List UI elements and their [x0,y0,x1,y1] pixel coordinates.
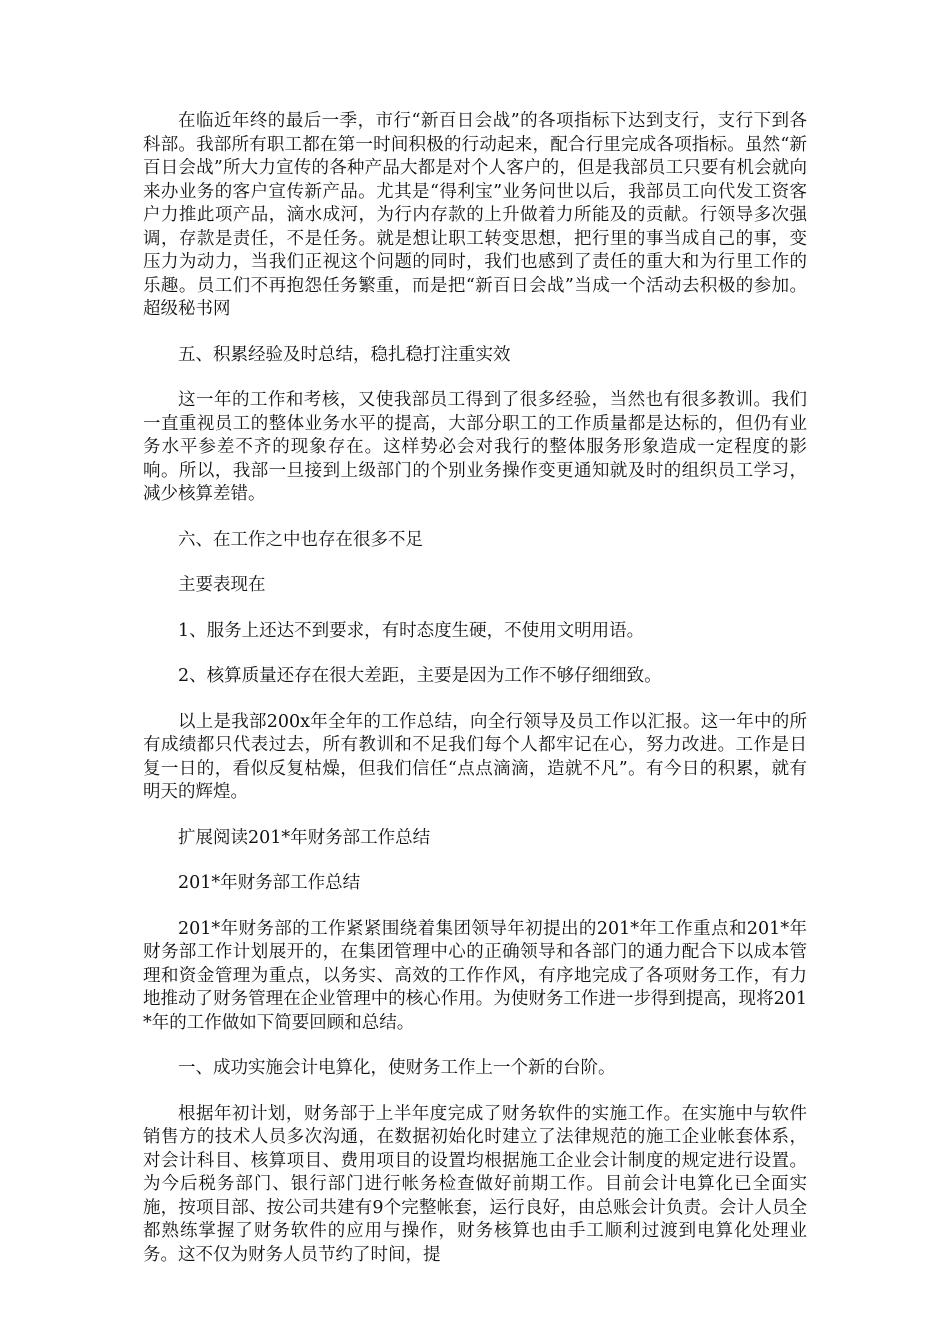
extended-reading-title: 扩展阅读201*年财务部工作总结 [178,827,431,848]
section-heading-five: 五、积累经验及时总结，稳扎稳打注重实效 [178,344,511,365]
paragraph-new-hundred-days-campaign: 在临近年终的最后一季，市行“新百日会战”的各项指标下达到支行，支行下到各科部。我部所有职工都在第一时间积极的行动起来，配合行里完成各项指标。虽然“新百日会战”所大力宣传的各种产品大都是对个人客户的，但是我部员工只要有机会就向来办业务的客户宣传新产品。尤其是“得利宝”业务问世以后，我部员工向代发工资客户力推此项产品，滴水成河，为行内存款的上升做着力所能及的贡献。行领导多次强调，存款是责任，不是任务。就是想让职工转变思想，把行里的事当成自己的事，变压力为动力，当我们正视这个问题的同时，我们也感到了责任的重大和为行里工作的乐趣。员工们不再抱怨任务繁重，而是把“新百日会战”当成一个活动去积极的参加。超级秘书网 [143,111,807,319]
paragraph-experience: 这一年的工作和考核，又使我部员工得到了很多经验，当然也有很多教训。我们一直重视员工的整体业务水平的提高，大部分职工的工作质量都是达标的，但仍有业务水平参差不齐的现象存在。这样势必会对我行的整体服务形象造成一定程度的影响。所以，我部一旦接到上级部门的个别业务操作变更通知就及时的组织员工学习，减少核算差错。 [143,390,807,504]
paragraph-summary: 以上是我部200x年全年的工作总结，向全行领导及员工作以汇报。这一年中的所有成绩都只代表过去，所有教训和不足我们每个人都牢记在心，努力改进。工作是日复一日的，看似反复枯燥，但我们信任“点点滴滴，造就不凡”。有今日的积累，就有明天的辉煌。 [143,711,807,802]
document-page [143,110,807,1289]
paragraph-finance-intro: 201*年财务部的工作紧紧围绕着集团领导年初提出的201*年工作重点和201*年财务部工作计划展开的，在集团管理中心的正确领导和各部门的通力配合下以成本管理和资金管理为重点，以务实、高效的工作作风，有序地完成了各项财务工作，有力地推动了财务管理在企业管理中的核心作用。为使财务工作进一步得到提高，现将201*年的工作做如下简要回顾和总结。 [143,918,807,1033]
section-heading-one: 一、成功实施会计电算化，使财务工作上一个新的台阶。 [178,1058,616,1078]
subheading-main-issues: 主要表现在 [178,575,266,595]
list-item-1: 1、服务上还达不到要求，有时态度生硬，不使用文明用语。 [178,620,645,641]
list-item-2: 2、核算质量还存在很大差距，主要是因为工作不够仔细细致。 [178,666,662,686]
finance-summary-title: 201*年财务部工作总结 [178,873,361,893]
paragraph-accounting-software: 根据年初计划，财务部于上半年度完成了财务软件的实施工作。在实施中与软件销售方的技术人员多次沟通，在数据初始化时建立了法律规范的施工企业帐套体系，对会计科目、核算项目、费用项目的设置均根据施工企业会计制度的规定进行设置。为今后税务部门、银行部门进行帐务检查做好前期工作。目前会计电算化已全面实施，按项目部、按公司共建有9个完整帐套，运行良好，由总账会计负责。会计人员全都熟练掌握了财务软件的应用与操作，财务核算也由手工顺利过渡到电算化处理业务。这不仅为财务人员节约了时间，提 [143,1103,807,1265]
section-heading-six: 六、在工作之中也存在很多不足 [178,529,423,550]
